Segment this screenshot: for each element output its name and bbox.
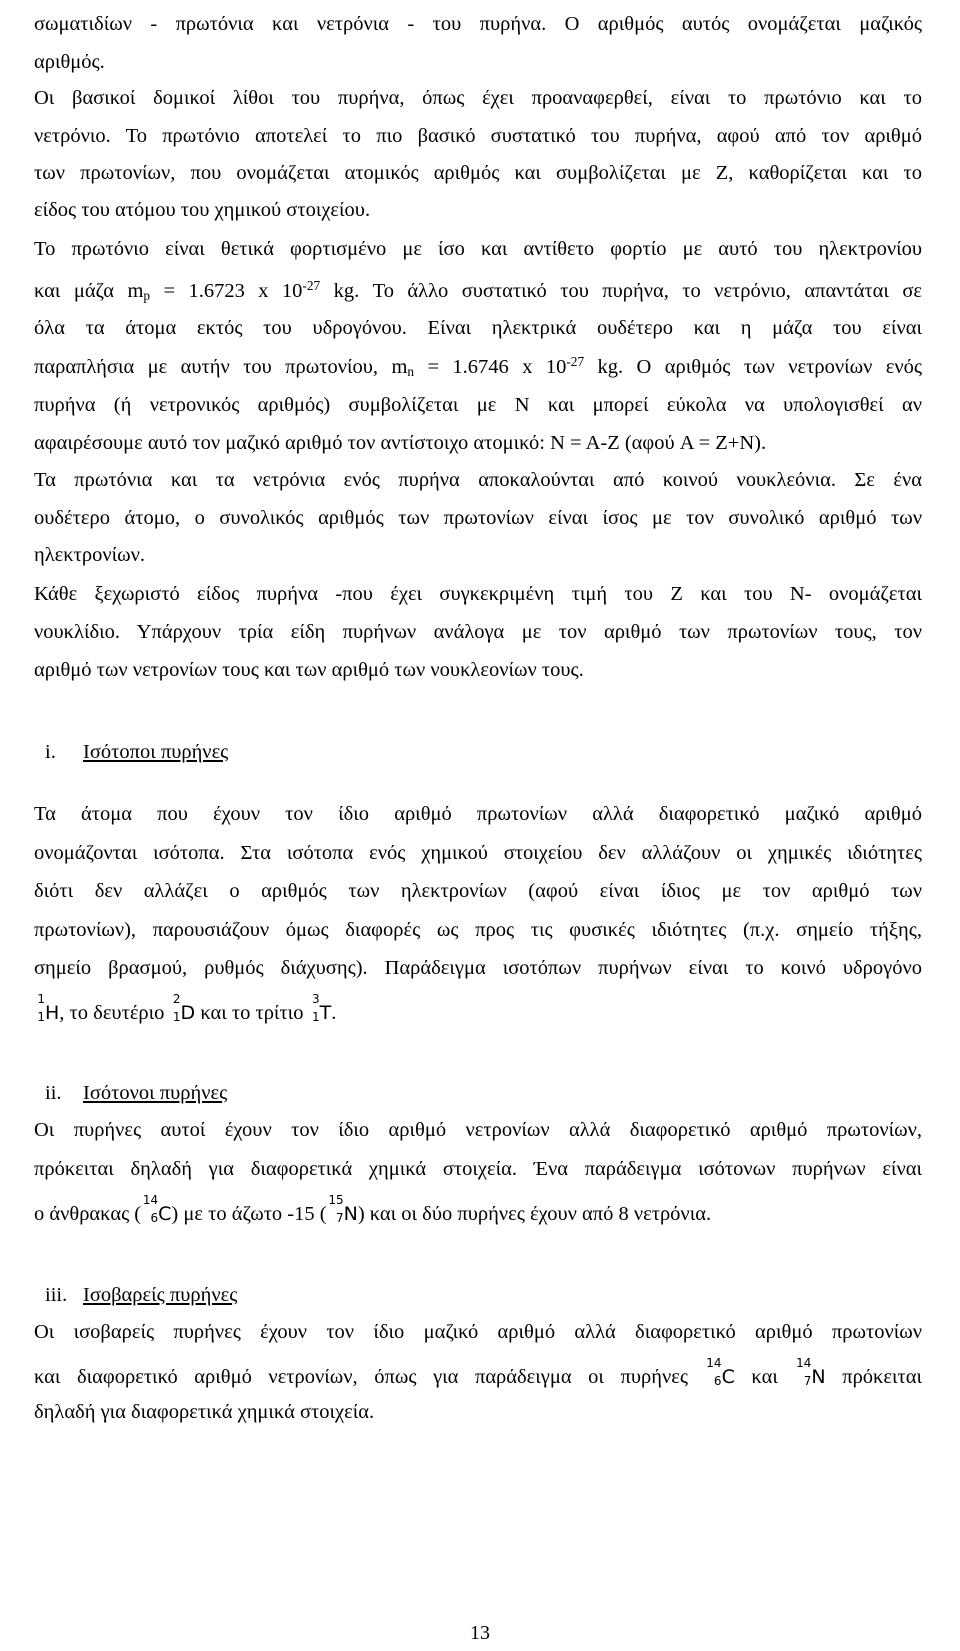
- text-run: και μάζα m: [34, 280, 144, 302]
- text-line: αριθμό των νετρονίων τους και των αριθμό των νουκλεονίων τους.: [34, 659, 584, 681]
- text-line: των πρωτονίων, που ονομάζεται ατομικός αριθμός και συμβολίζεται με Z, καθορίζεται και το: [34, 162, 922, 184]
- text-run: και το τρίτιο: [195, 1002, 309, 1024]
- subscript: p: [143, 287, 151, 303]
- text-line: νουκλίδιο. Υπάρχουν τρία είδη πυρήνων ανάλογα με τον αριθμό των πρωτονίων τους, τον: [34, 621, 922, 643]
- text-line: ονομάζονται ισότοπα. Στα ισότοπα ενός χημικού στοιχείου δεν αλλάζουν οι χημικές ιδιότητες: [34, 842, 922, 864]
- text-line: ουδέτερο άτομο, ο συνολικός αριθμός των πρωτονίων είναι ίσος με τον συνολικό αριθμό των: [34, 507, 922, 529]
- text-line: πυρήνα (ή νετρονικός αριθμός) συμβολίζεται με N και μπορεί εύκολα να υπολογισθεί αν: [34, 394, 922, 416]
- text-run: και: [734, 1366, 795, 1388]
- superscript: -27: [302, 277, 321, 293]
- text-run: = 1.6746 x 10: [414, 356, 567, 378]
- text-line: αφαιρέσουμε αυτό τον μαζικό αριθμό τον αντίστοιχο ατομικό: N = A-Z (αφού A = Z+N).: [34, 432, 767, 454]
- section-number: ii.: [45, 1082, 62, 1104]
- text-run: .: [331, 1002, 337, 1024]
- section-title: Ισότονοι πυρήνες: [83, 1082, 228, 1104]
- text-run: , το δευτέριο: [59, 1002, 170, 1024]
- nuclide-tritium: 3 1 T: [311, 992, 332, 1024]
- nuclide-nitrogen-15: 15 7 N: [328, 1193, 358, 1225]
- page-number: 13: [470, 1622, 490, 1644]
- section-title: Ισότοποι πυρήνες: [83, 741, 229, 763]
- nuclide-deuterium: 2 1 D: [172, 992, 196, 1024]
- text-line: πρόκειται δηλαδή για διαφορετικά χημικά στοιχεία. Ένα παράδειγμα ισότονων πυρήνων είναι: [34, 1158, 922, 1180]
- text-line: πρωτονίων), παρουσιάζουν όμως διαφορές ως προς τις φυσικές ιδιότητες (π.χ. σημείο τήξης,: [34, 919, 922, 941]
- text-run: = 1.6723 x 10: [150, 280, 303, 302]
- text-line: [34, 353, 923, 379]
- text-line: Οι ισοβαρείς πυρήνες έχουν τον ίδιο μαζικό αριθμό αλλά διαφορετικό αριθμό πρωτονίων: [34, 1321, 922, 1343]
- text-line: νετρόνιο. Το πρωτόνιο αποτελεί το πιο βασικό συστατικό του πυρήνα, αφού από τον αριθμό: [34, 125, 922, 147]
- text-line: Κάθε ξεχωριστό είδος πυρήνα -που έχει συγκεκριμένη τιμή του Z και του N- ονομάζεται: [34, 583, 922, 605]
- nuclide-carbon-14: 14 6 C: [706, 1356, 735, 1388]
- section-title: Ισοβαρείς πυρήνες: [83, 1284, 238, 1306]
- text-line: [34, 277, 922, 303]
- text-run: kg. Το άλλο συστατικό του πυρήνα, το νετρόνιο, απαντάται σε: [320, 280, 922, 302]
- subscript: n: [407, 363, 415, 379]
- text-line: Το πρωτόνιο είναι θετικά φορτισμένο με ίσο και αντίθετο φορτίο με αυτό του ηλεκτρονίου: [34, 238, 922, 260]
- text-run: πρόκειται: [825, 1366, 923, 1388]
- text-line: σωματιδίων - πρωτόνια και νετρόνια - του πυρήνα. Ο αριθμός αυτός ονομάζεται μαζικός: [34, 13, 922, 35]
- text-line: [34, 1193, 712, 1225]
- text-run: kg. Ο αριθμός των νετρονίων ενός: [584, 356, 923, 378]
- text-line: αριθμός.: [34, 51, 105, 73]
- text-line: [34, 1356, 923, 1388]
- section-number: iii.: [45, 1284, 68, 1306]
- text-line: όλα τα άτομα εκτός του υδρογόνου. Είναι ηλεκτρικά ουδέτερο και η μάζα του είναι: [34, 317, 922, 339]
- text-line: Οι βασικοί δομικοί λίθοι του πυρήνα, όπως έχει προαναφερθεί, είναι το πρωτόνιο και το: [34, 87, 922, 109]
- text-line: Τα πρωτόνια και τα νετρόνια ενός πυρήνα αποκαλούνται από κοινού νουκλεόνια. Σε ένα: [34, 469, 922, 491]
- text-line: Οι πυρήνες αυτοί έχουν τον ίδιο αριθμό νετρονίων αλλά διαφορετικό αριθμό πρωτονίων,: [34, 1119, 922, 1141]
- nuclide-nitrogen-14: 14 7 N: [796, 1356, 826, 1388]
- text-run: ) και οι δύο πυρήνες έχουν από 8 νετρόνια.: [357, 1203, 712, 1225]
- section-number: i.: [45, 741, 56, 763]
- text-line: σημείο βρασμού, ρυθμός διάχυσης). Παράδειγμα ισοτόπων πυρήνων είναι το κοινό υδρογόνο: [34, 957, 922, 979]
- text-line: ηλεκτρονίων.: [34, 544, 145, 566]
- text-line: Τα άτομα που έχουν τον ίδιο αριθμό πρωτονίων αλλά διαφορετικό μαζικό αριθμό: [34, 803, 922, 825]
- text-line: διότι δεν αλλάζει ο αριθμός των ηλεκτρονίων (αφού είναι ίδιος με τον αριθμό των: [34, 880, 922, 902]
- nuclide-carbon-14: 14 6 C: [142, 1193, 172, 1225]
- section-heading: [45, 1083, 227, 1104]
- nuclide-hydrogen-1: 1 1 H: [37, 992, 60, 1024]
- text-line: [34, 992, 337, 1024]
- text-run: ) με το άζωτο -15 (: [171, 1203, 327, 1225]
- text-run: ο άνθρακας (: [34, 1203, 142, 1225]
- section-heading: [45, 1285, 237, 1306]
- text-line: είδος του ατόμου του χημικού στοιχείου.: [34, 199, 371, 221]
- section-heading: [45, 742, 228, 763]
- text-line: δηλαδή για διαφορετικά χημικά στοιχεία.: [34, 1401, 375, 1423]
- text-run: και διαφορετικό αριθμό νετρονίων, όπως για παράδειγμα οι πυρήνες: [34, 1366, 705, 1388]
- text-run: παραπλήσια με αυτήν του πρωτονίου, m: [34, 356, 408, 378]
- superscript: -27: [566, 353, 585, 369]
